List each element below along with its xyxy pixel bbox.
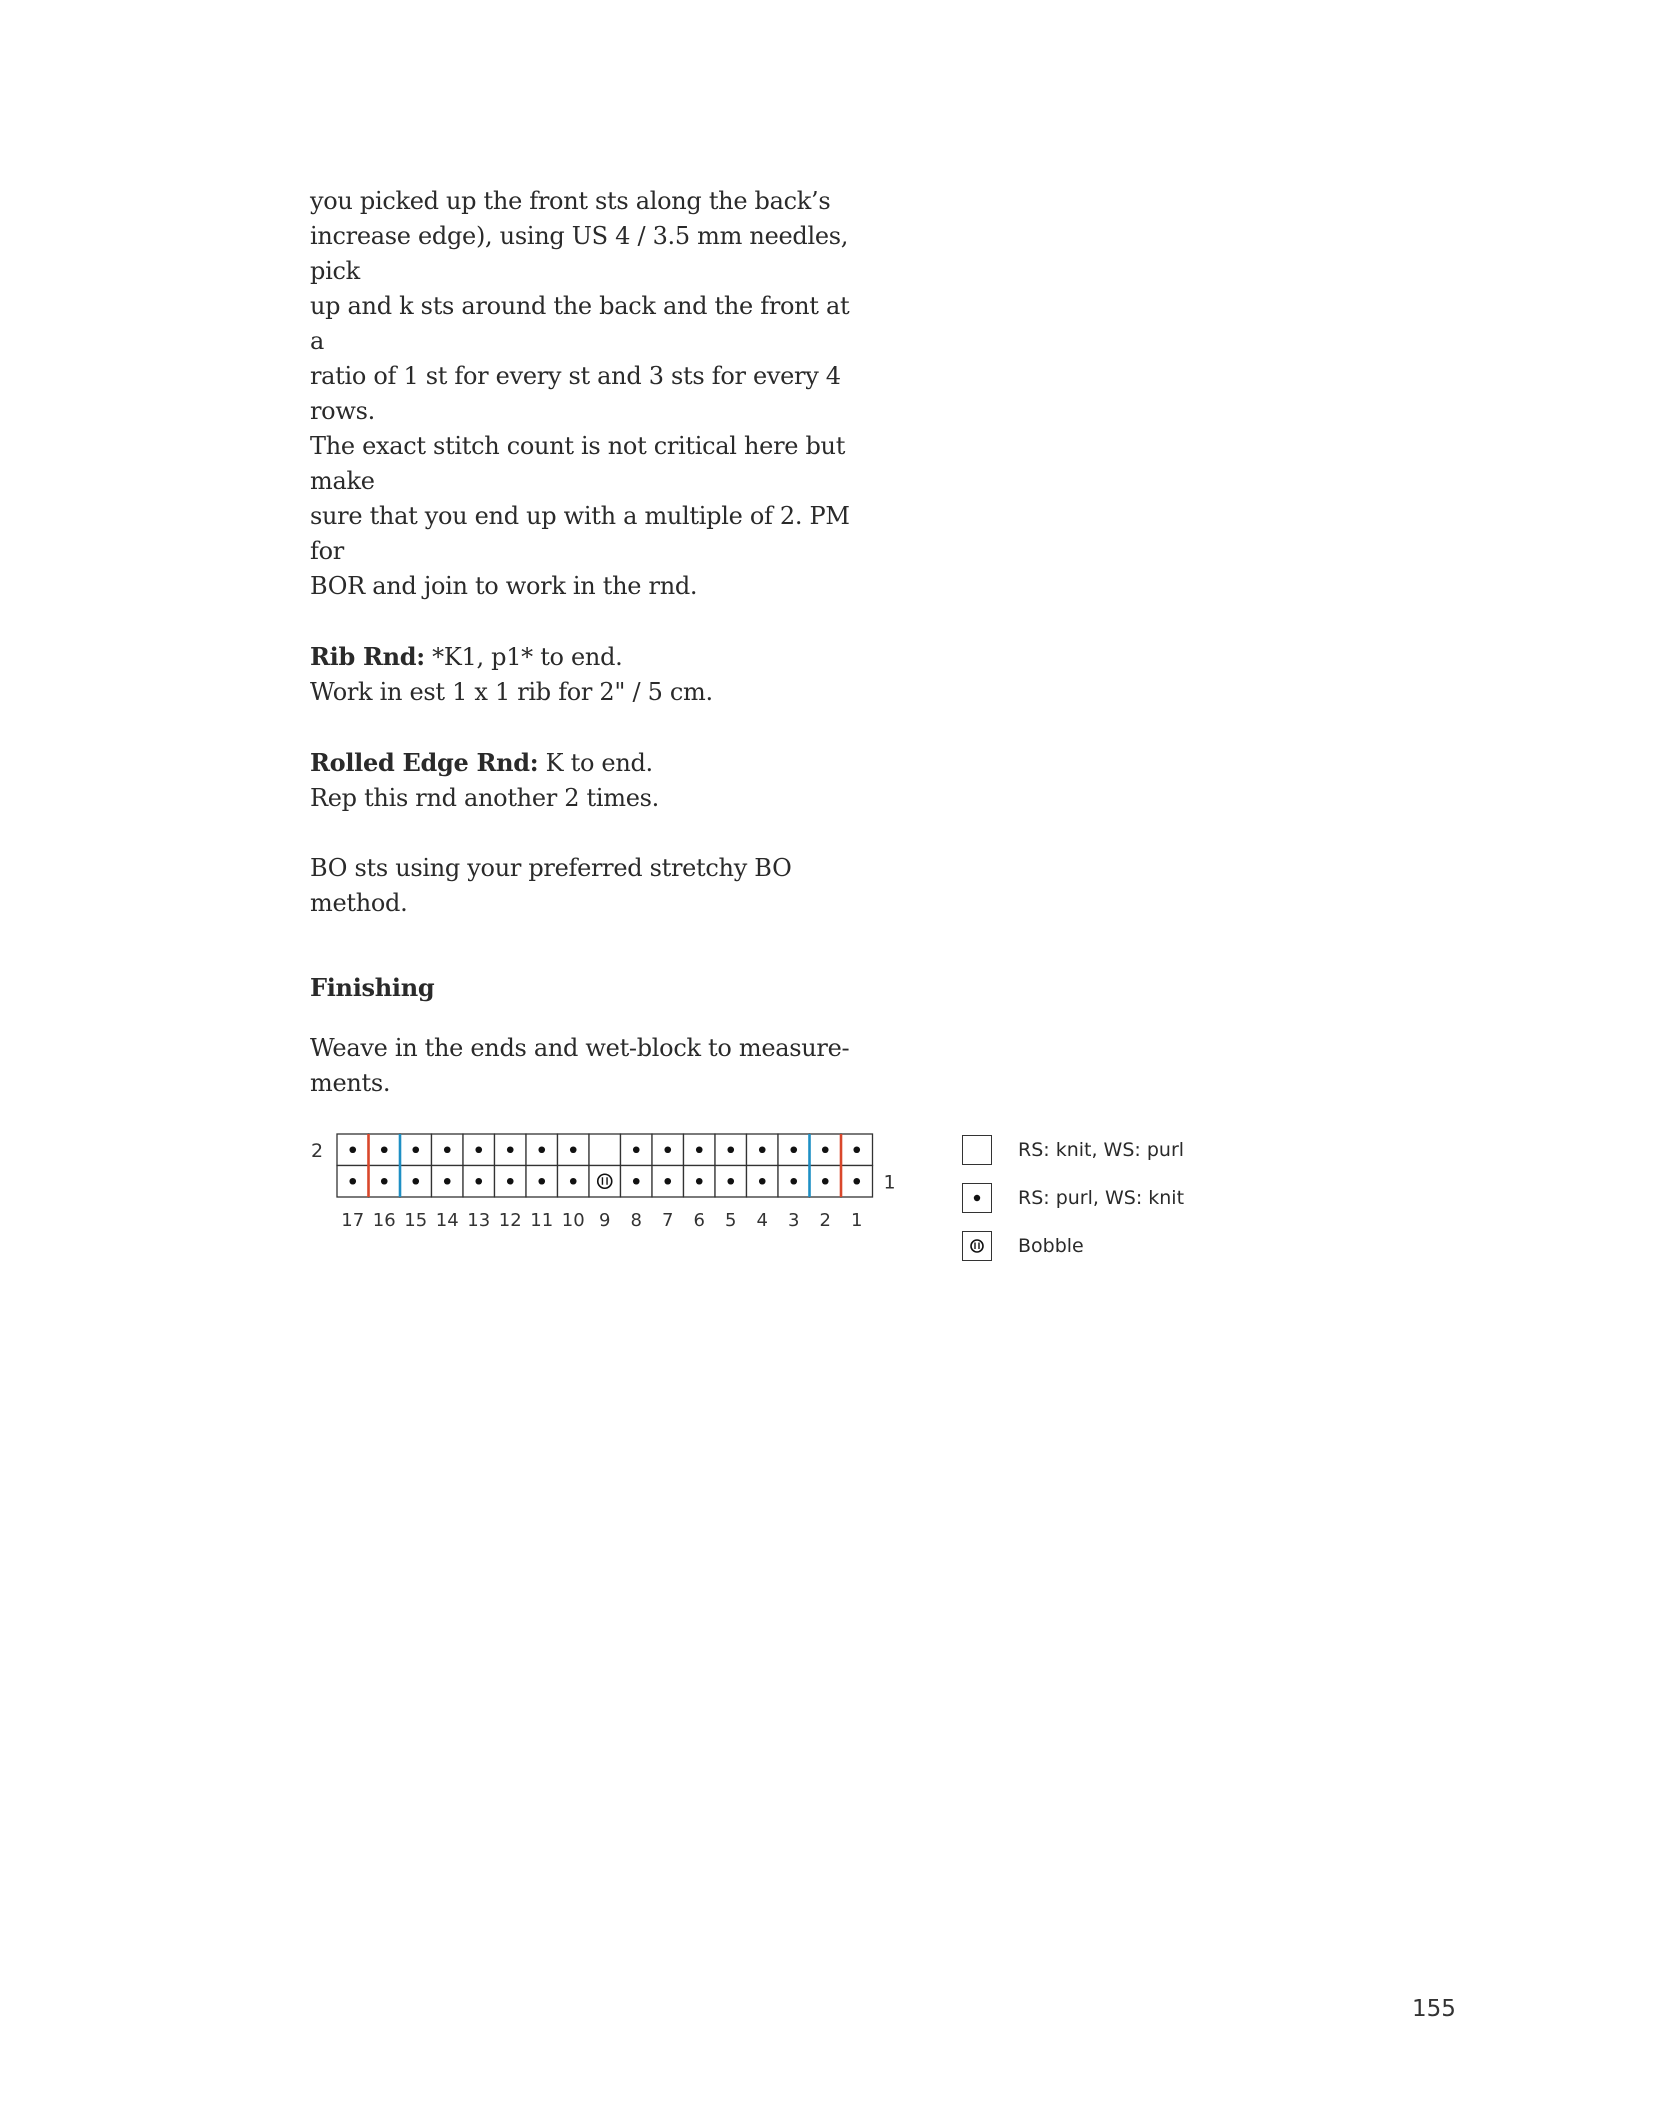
legend-label: RS: purl, WS: knit	[1018, 1187, 1185, 1209]
rib-round-label: Rib Rnd:	[310, 642, 425, 671]
column-number-label: 3	[788, 1210, 800, 1231]
legend-label: RS: knit, WS: purl	[1018, 1139, 1185, 1161]
purl-dot-icon	[381, 1146, 388, 1153]
rolled-edge-text: K to end.	[538, 749, 653, 777]
rolled-edge-label: Rolled Edge Rnd:	[310, 748, 539, 777]
blank-square-icon	[962, 1135, 992, 1165]
column-number-label: 7	[662, 1210, 674, 1231]
rib-round-text: *K1, p1* to end.	[424, 643, 623, 671]
rolled-edge-instruction: Rep this rnd another 2 times.	[310, 784, 659, 812]
purl-dot-icon	[727, 1146, 734, 1153]
spacer	[310, 921, 870, 956]
intro-line: ratio of 1 st for every st and 3 sts for every 4 rows.	[310, 362, 841, 425]
purl-dot-icon	[696, 1146, 703, 1153]
column-number-label: 8	[630, 1210, 642, 1231]
intro-line: BOR and join to work in the rnd.	[310, 572, 698, 600]
column-number-label: 10	[561, 1210, 585, 1231]
spacer	[310, 816, 870, 851]
column-number-label: 9	[599, 1210, 611, 1231]
legend-item-knit	[962, 1126, 1282, 1174]
purl-dot-icon	[538, 1178, 545, 1185]
column-number-label: 17	[341, 1210, 365, 1231]
column-number-label: 6	[693, 1210, 705, 1231]
finishing-line: Weave in the ends and wet-block to measure-	[310, 1034, 850, 1062]
main-text	[310, 184, 870, 1101]
purl-dot-icon	[759, 1146, 766, 1153]
purl-dot-icon	[822, 1178, 829, 1185]
row-label: 2	[310, 1139, 324, 1162]
column-number-label: 14	[435, 1210, 459, 1231]
purl-dot-icon	[664, 1178, 671, 1185]
purl-dot-icon	[853, 1178, 860, 1185]
bobble-icon	[962, 1231, 992, 1261]
knitting-chart-svg	[295, 1126, 915, 1246]
purl-dot-icon	[349, 1146, 356, 1153]
rib-instruction: Work in est 1 x 1 rib for 2" / 5 cm.	[310, 678, 713, 706]
purl-dot-icon	[412, 1146, 419, 1153]
knitting-chart	[295, 1126, 915, 1246]
chart-cell	[589, 1166, 621, 1198]
legend-item-purl	[962, 1174, 1282, 1222]
purl-dot-icon	[538, 1146, 545, 1153]
purl-dot-icon	[349, 1178, 356, 1185]
purl-dot-icon	[664, 1146, 671, 1153]
intro-line: The exact stitch count is not critical here but make	[310, 432, 846, 495]
page-number: 155	[1412, 1996, 1456, 2022]
purl-dot-icon	[570, 1178, 577, 1185]
spacer	[310, 604, 870, 639]
rib-round-line	[310, 639, 870, 675]
column-number-label: 16	[372, 1210, 396, 1231]
column-number-label: 4	[756, 1210, 768, 1231]
column-number-label: 11	[530, 1210, 554, 1231]
purl-dot-icon	[507, 1178, 514, 1185]
chart-legend	[962, 1126, 1282, 1270]
purl-dot-icon	[475, 1146, 482, 1153]
purl-dot-icon	[381, 1178, 388, 1185]
purl-dot-icon	[696, 1178, 703, 1185]
purl-dot-icon	[633, 1178, 640, 1185]
column-number-label: 2	[819, 1210, 831, 1231]
purl-dot-icon	[507, 1146, 514, 1153]
row-label: 1	[883, 1171, 896, 1194]
purl-dot-icon	[727, 1178, 734, 1185]
section-heading: Finishing	[310, 973, 435, 1002]
purl-dot-icon	[444, 1178, 451, 1185]
legend-label: Bobble	[1018, 1235, 1084, 1257]
purl-dot-icon	[633, 1146, 640, 1153]
purl-dot-icon	[412, 1178, 419, 1185]
finishing-line: ments.	[310, 1069, 391, 1097]
intro-line: increase edge), using US 4 / 3.5 mm needles, pick	[310, 222, 849, 285]
chart-cell	[589, 1134, 621, 1166]
purl-dot-icon	[822, 1146, 829, 1153]
purl-dot-icon	[475, 1178, 482, 1185]
column-number-label: 15	[404, 1210, 428, 1231]
purl-dot-icon	[853, 1146, 860, 1153]
rolled-edge-line	[310, 745, 870, 781]
legend-item-bobble	[962, 1222, 1282, 1270]
intro-line: up and k sts around the back and the front at a	[310, 292, 850, 355]
column-number-label: 12	[498, 1210, 522, 1231]
intro-line: you picked up the front sts along the back’s	[310, 187, 831, 215]
dot-icon	[962, 1183, 992, 1213]
purl-dot-icon	[570, 1146, 577, 1153]
column-number-label: 13	[467, 1210, 491, 1231]
intro-line: sure that you end up with a multiple of 2. PM for	[310, 502, 850, 565]
spacer	[310, 710, 870, 745]
purl-dot-icon	[759, 1178, 766, 1185]
purl-dot-icon	[444, 1146, 451, 1153]
purl-dot-icon	[790, 1146, 797, 1153]
column-number-label: 1	[851, 1210, 863, 1231]
column-number-label: 5	[725, 1210, 737, 1231]
purl-dot-icon	[790, 1178, 797, 1185]
bind-off-line: BO sts using your preferred stretchy BO method.	[310, 854, 792, 917]
